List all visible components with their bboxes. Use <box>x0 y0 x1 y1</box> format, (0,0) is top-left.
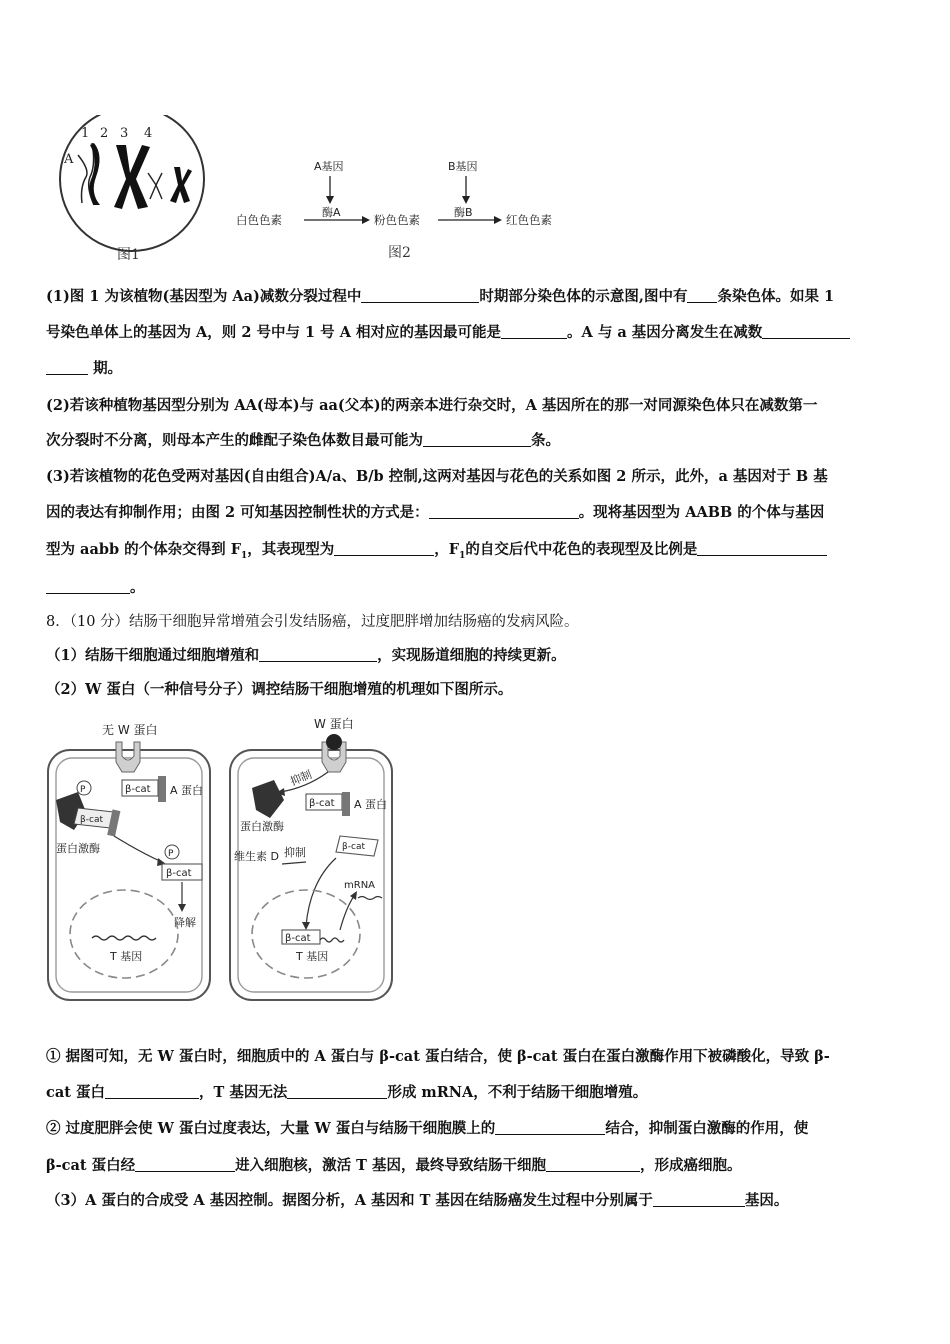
answer-blank[interactable] <box>334 541 434 556</box>
q7-part3-line4: 。 <box>46 578 145 598</box>
right-mrna-label: mRNA <box>344 880 376 891</box>
left-a-protein <box>158 776 166 802</box>
chromosome-outline-small <box>148 173 162 199</box>
q7-part3-line1: (3)若该植物的花色受两对基因(自由组合)A/a、B/b 控制,这两对基因与花色的关系如图 2 所示，此外，a 基因对于 B 基 <box>46 468 828 485</box>
left-beta-cat-label: β-cat <box>125 784 151 795</box>
answer-blank[interactable] <box>46 360 88 375</box>
left-phosphate-2-label: P <box>168 849 174 859</box>
chromosome-solid-3 <box>114 145 150 209</box>
q8-part2: （2）W 蛋白（一种信号分子）调控结肠干细胞增殖的机理如下图所示。 <box>46 681 513 698</box>
answer-blank[interactable] <box>259 647 377 662</box>
right-beta-cat-entry-head <box>302 922 310 930</box>
answer-blank[interactable] <box>697 541 827 556</box>
right-inhibit-label-2: 抑制 <box>284 846 306 859</box>
left-arrowhead-degrade <box>178 904 186 912</box>
enzyme-a-label: 酶A <box>322 206 341 219</box>
right-mrna-arrowhead <box>350 891 357 900</box>
right-vitamin-d-label: 维生素 D <box>234 850 279 863</box>
white-pigment: 白色色素 <box>236 213 282 227</box>
chromatid-number-4: 4 <box>144 126 153 141</box>
left-degrade-label: 降解 <box>174 916 196 929</box>
q8-title: 8．（10 分）结肠干细胞异常增殖会引发结肠癌，过度肥胖增加结肠癌的发病风险。 <box>46 614 579 630</box>
answer-blank[interactable] <box>762 324 850 339</box>
left-a-protein-label: A 蛋白 <box>170 784 204 797</box>
chromatid-number-1: 1 <box>81 126 90 141</box>
left-phosphate-1-label: P <box>80 785 86 795</box>
right-beta-cat-free-label: β-cat <box>342 842 365 852</box>
gene-b-arrowhead <box>462 196 470 204</box>
chromatid-number-3: 3 <box>120 126 129 141</box>
chromatid-number-2: 2 <box>100 126 109 141</box>
answer-blank[interactable] <box>546 1157 640 1172</box>
left-dna <box>92 936 156 940</box>
pink-pigment: 粉色色素 <box>374 213 420 227</box>
gene-a-arrowhead <box>326 196 334 204</box>
right-beta-cat-label: β-cat <box>309 798 335 809</box>
answer-blank[interactable] <box>495 1120 605 1135</box>
q7-part3-line2: 因的表达有抑制作用；由图 2 可知基因控制性状的方式是： 。现将基因型为 AABB 的个体与基因 <box>46 504 825 521</box>
q7-part2-line1: (2)若该种植物基因型分别为 AA(母本)与 aa(父本)的两亲本进行杂交时，A 基因所在的那一对同源染色体只在减数第一 <box>46 397 818 414</box>
enzyme-b-label: 酶B <box>454 206 473 219</box>
right-a-protein <box>342 792 350 816</box>
answer-blank[interactable] <box>687 288 717 303</box>
chromosome-solid-small <box>170 167 192 203</box>
answer-blank[interactable] <box>429 504 579 519</box>
right-kinase-label: 蛋白激酶 <box>240 820 284 833</box>
q8-part1: （1）结肠干细胞通过细胞增殖和 ，实现肠道细胞的持续更新。 <box>46 647 566 664</box>
right-dna <box>320 938 344 942</box>
red-pigment: 红色色素 <box>506 213 552 227</box>
figure1-chromosomes <box>50 115 220 265</box>
left-arrow-to-p <box>114 836 162 862</box>
figure2-pathway <box>232 156 572 266</box>
left-beta-cat-free-label: β-cat <box>166 868 192 879</box>
left-cell <box>48 723 210 1000</box>
answer-blank[interactable] <box>46 579 130 594</box>
right-w-protein <box>326 734 342 750</box>
q7-part1-line2: 号染色单体上的基因为 A，则 2 号中与 1 号 A 相对应的基因最可能是 。A 与 a 基因分离发生在减数 <box>46 323 850 343</box>
arrowhead-pink-to-red <box>494 216 502 224</box>
answer-blank[interactable] <box>105 1084 199 1099</box>
right-vitamin-arrow <box>282 862 306 864</box>
left-title-no-w: 无 W 蛋白 <box>102 723 158 737</box>
answer-blank[interactable] <box>501 324 567 339</box>
left-receptor <box>116 742 140 772</box>
q8-part3: （3）A 蛋白的合成受 A 基因控制。据图分析，A 基因和 T 基因在结肠癌发生过程中分别属于 基因。 <box>46 1192 789 1209</box>
right-kinase <box>252 780 284 818</box>
right-cell <box>230 717 392 1000</box>
right-inhibit-label-1: 抑制 <box>288 767 314 789</box>
answer-blank[interactable] <box>135 1157 235 1172</box>
gene-label-a: A <box>64 152 74 167</box>
gene-a-label: A基因 <box>314 160 344 173</box>
q7-part3-line3: 型为 aabb 的个体杂交得到 $F_1$，其表现型为 ，$F_1$的自交后代中花色的表现型及比例是 <box>46 540 827 566</box>
answer-blank[interactable] <box>287 1084 387 1099</box>
left-nucleus <box>70 890 178 978</box>
q8-c1-line2: cat 蛋白 ，T 基因无法 形成 mRNA，不利于结肠干细胞增殖。 <box>46 1084 648 1101</box>
q7-part1-line1: (1)图 1 为该植物(基因型为 Aa)减数分裂过程中 时期部分染色体的示意图,图中有 条染色体。如果 1 <box>46 288 835 305</box>
right-beta-cat-nucleus-label: β-cat <box>285 933 311 944</box>
right-title-w: W 蛋白 <box>314 717 354 731</box>
q8-c2-line1: ② 过度肥胖会使 W 蛋白过度表达，大量 W 蛋白与结肠干细胞膜上的 结合，抑制蛋白激酶的作用，使 <box>46 1120 809 1137</box>
left-t-gene-label: T 基因 <box>110 950 143 963</box>
right-mrna-strand <box>358 897 382 900</box>
figure1-caption: 图1 <box>117 247 140 263</box>
q8-c2-line2: β-cat 蛋白经 进入细胞核，激活 T 基因，最终导致结肠干细胞 ，形成癌细胞。 <box>46 1157 742 1174</box>
w-protein-cell-figure <box>44 712 396 1007</box>
answer-blank[interactable] <box>653 1192 745 1207</box>
left-beta-cat-bound-label: β-cat <box>80 815 103 825</box>
answer-blank[interactable] <box>423 432 531 447</box>
arrowhead-white-to-pink <box>362 216 370 224</box>
answer-blank[interactable] <box>361 288 479 303</box>
figure2-caption: 图2 <box>388 245 411 261</box>
gene-b-label: B基因 <box>448 160 478 173</box>
q8-c1-line1: ① 据图可知，无 W 蛋白时，细胞质中的 A 蛋白与 β-cat 蛋白结合，使 β-cat 蛋白在蛋白激酶作用下被磷酸化，导致 β- <box>46 1048 830 1065</box>
q7-part2-line2: 次分裂时不分离，则母本产生的雌配子染色体数目最可能为 条。 <box>46 432 560 449</box>
left-kinase-label: 蛋白激酶 <box>56 842 100 855</box>
right-t-gene-label: T 基因 <box>296 950 329 963</box>
right-a-protein-label: A 蛋白 <box>354 798 388 811</box>
q7-part1-line3: 期。 <box>46 359 122 379</box>
